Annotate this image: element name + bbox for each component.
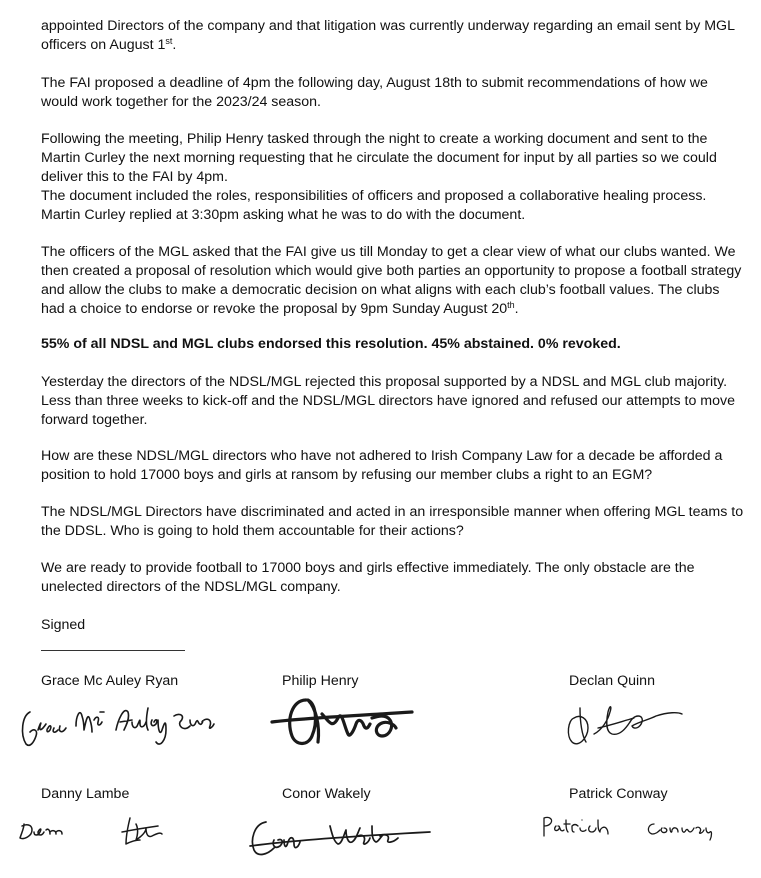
signature-philip <box>262 690 422 754</box>
handwritten-signature-image <box>538 810 718 846</box>
period: . <box>172 37 177 53</box>
paragraph-proposal <box>41 243 746 319</box>
signature-grace <box>14 690 219 752</box>
ordinal-suffix: th <box>507 300 515 310</box>
paragraph-litigation-line1: appointed Directors of the company and that litigation was currently underway regarding an email sent by MGL <box>41 18 735 34</box>
paragraph-discrimination: The NDSL/MGL Directors have discriminated and acted in an irresponsible manner when offering MGL teams to the DDSL. Who is going to hold them accountable for their actions? <box>41 504 744 539</box>
signatory-name-declan: Declan Quinn <box>569 673 655 689</box>
period: . <box>514 301 519 317</box>
signatory-name-grace: Grace Mc Auley Ryan <box>41 673 179 689</box>
handwritten-signature-image <box>244 806 439 864</box>
paragraph-litigation-line2: officers on August 1 <box>41 37 166 53</box>
paragraph-litigation <box>41 17 746 55</box>
signatory-name-conor: Conor Wakely <box>282 786 371 802</box>
signature-declan <box>558 692 688 750</box>
signature-danny <box>12 810 172 860</box>
ordinal-suffix: st <box>165 36 173 46</box>
handwritten-signature-image <box>14 690 219 752</box>
signatory-name-patrick: Patrick Conway <box>569 786 668 802</box>
handwritten-signature-image <box>558 692 688 750</box>
signatory-name-danny: Danny Lambe <box>41 786 130 802</box>
handwritten-signature-image <box>12 810 172 860</box>
signature-line-divider <box>41 650 185 651</box>
signature-conor <box>244 806 439 864</box>
signatory-name-philip: Philip Henry <box>282 673 359 689</box>
handwritten-signature-image <box>262 690 422 754</box>
paragraph-deadline: The FAI proposed a deadline of 4pm the following day, August 18th to submit recommendations of how we would work together for the 2023/24 season. <box>41 75 708 110</box>
signature-patrick <box>538 810 718 846</box>
paragraph-question-directors: How are these NDSL/MGL directors who have not adhered to Irish Company Law for a decade be afforded a position to hold 17000 boys and girls at ransom by refusing our member clubs a right to an EGM? <box>41 448 723 483</box>
paragraph-proposal-text: The officers of the MGL asked that the FAI give us till Monday to get a clear view of what our clubs wanted. We then created a proposal of resolution which would give both parties an opportunity to propose a football strategy and allow the clubs to make a democratic decision on what aligns with each club’s football values. The clubs had a choice to endorse or revoke the proposal by 9pm Sunday August 20 <box>41 244 742 317</box>
paragraph-ready: We are ready to provide football to 17000 boys and girls effective immediately. The only obstacle are the unelected directors of the NDSL/MGL company. <box>41 560 695 595</box>
signed-label: Signed <box>41 617 86 633</box>
paragraph-rejection: Yesterday the directors of the NDSL/MGL rejected this proposal supported by a NDSL and MGL club majority. Less than three weeks to kick-off and the NDSL/MGL directors have ignored and refused our attempts to move forward together. <box>41 374 735 428</box>
paragraph-document-contents: The document included the roles, responsibilities of officers and proposed a collaborative healing process. Martin Curley replied at 3:30pm asking what he was to do with the document. <box>41 188 707 223</box>
paragraph-result-bold: 55% of all NDSL and MGL clubs endorsed this resolution. 45% abstained. 0% revoked. <box>41 336 621 352</box>
paragraph-working-document: Following the meeting, Philip Henry tasked through the night to create a working document and sent to the Martin Curley the next morning requesting that he circulate the document for input by all parties so we could deliver this to the FAI by 4pm. <box>41 131 717 185</box>
